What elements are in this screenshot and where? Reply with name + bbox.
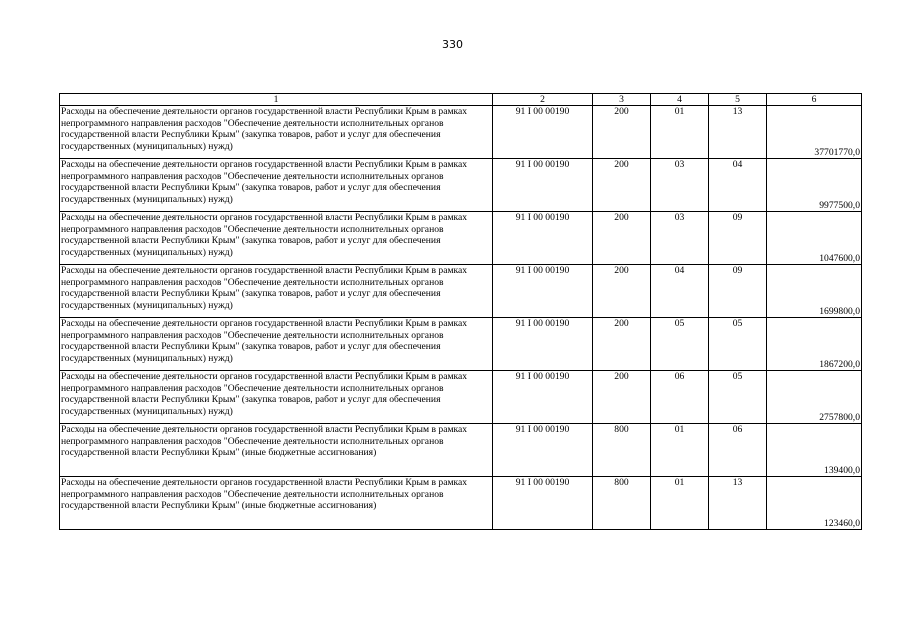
section-code: 06 bbox=[651, 371, 709, 424]
amount: 1699800,0 bbox=[767, 265, 862, 318]
expense-description: Расходы на обеспечение деятельности органов государственной власти Республики Крым в рамках непрограммного направления расходов "Обеспечение деятельности исполнительных органов государственной власти Республики Крым" (иные бюджетные ассигнования) bbox=[60, 477, 493, 530]
column-header: 4 bbox=[651, 94, 709, 106]
column-header: 1 bbox=[60, 94, 493, 106]
expense-description: Расходы на обеспечение деятельности органов государственной власти Республики Крым в рамках непрограммного направления расходов "Обеспечение деятельности исполнительных органов государственной власти Республики Крым" (закупка товаров, работ и услуг для обеспечения государственных (муниципальных) нужд) bbox=[60, 106, 493, 159]
amount: 37701770,0 bbox=[767, 106, 862, 159]
subsection-code: 13 bbox=[709, 477, 767, 530]
column-header: 2 bbox=[493, 94, 593, 106]
expense-type-code: 200 bbox=[593, 265, 651, 318]
expense-description: Расходы на обеспечение деятельности органов государственной власти Республики Крым в рамках непрограммного направления расходов "Обеспечение деятельности исполнительных органов государственной власти Республики Крым" (закупка товаров, работ и услуг для обеспечения государственных (муниципальных) нужд) bbox=[60, 159, 493, 212]
table-row bbox=[60, 318, 862, 371]
expense-description: Расходы на обеспечение деятельности органов государственной власти Республики Крым в рамках непрограммного направления расходов "Обеспечение деятельности исполнительных органов государственной власти Республики Крым" (закупка товаров, работ и услуг для обеспечения государственных (муниципальных) нужд) bbox=[60, 265, 493, 318]
expense-type-code: 800 bbox=[593, 477, 651, 530]
column-header: 5 bbox=[709, 94, 767, 106]
expense-type-code: 200 bbox=[593, 371, 651, 424]
target-article-code: 91 I 00 00190 bbox=[493, 477, 593, 530]
table-row bbox=[60, 106, 862, 159]
amount: 2757800,0 bbox=[767, 371, 862, 424]
target-article-code: 91 I 00 00190 bbox=[493, 371, 593, 424]
expense-description: Расходы на обеспечение деятельности органов государственной власти Республики Крым в рамках непрограммного направления расходов "Обеспечение деятельности исполнительных органов государственной власти Республики Крым" (иные бюджетные ассигнования) bbox=[60, 424, 493, 477]
expense-description: Расходы на обеспечение деятельности органов государственной власти Республики Крым в рамках непрограммного направления расходов "Обеспечение деятельности исполнительных органов государственной власти Республики Крым" (закупка товаров, работ и услуг для обеспечения государственных (муниципальных) нужд) bbox=[60, 318, 493, 371]
table-row bbox=[60, 371, 862, 424]
expense-type-code: 800 bbox=[593, 424, 651, 477]
expense-type-code: 200 bbox=[593, 212, 651, 265]
expense-description: Расходы на обеспечение деятельности органов государственной власти Республики Крым в рамках непрограммного направления расходов "Обеспечение деятельности исполнительных органов государственной власти Республики Крым" (закупка товаров, работ и услуг для обеспечения государственных (муниципальных) нужд) bbox=[60, 371, 493, 424]
section-code: 03 bbox=[651, 212, 709, 265]
target-article-code: 91 I 00 00190 bbox=[493, 159, 593, 212]
section-code: 03 bbox=[651, 159, 709, 212]
table-row bbox=[60, 212, 862, 265]
subsection-code: 05 bbox=[709, 318, 767, 371]
subsection-code: 06 bbox=[709, 424, 767, 477]
target-article-code: 91 I 00 00190 bbox=[493, 106, 593, 159]
amount: 139400,0 bbox=[767, 424, 862, 477]
section-code: 01 bbox=[651, 106, 709, 159]
section-code: 04 bbox=[651, 265, 709, 318]
expense-type-code: 200 bbox=[593, 159, 651, 212]
subsection-code: 09 bbox=[709, 212, 767, 265]
subsection-code: 13 bbox=[709, 106, 767, 159]
section-code: 01 bbox=[651, 477, 709, 530]
subsection-code: 04 bbox=[709, 159, 767, 212]
column-header: 6 bbox=[767, 94, 862, 106]
page-number: 330 bbox=[442, 38, 463, 51]
amount: 1867200,0 bbox=[767, 318, 862, 371]
expense-type-code: 200 bbox=[593, 318, 651, 371]
subsection-code: 05 bbox=[709, 371, 767, 424]
target-article-code: 91 I 00 00190 bbox=[493, 424, 593, 477]
expense-type-code: 200 bbox=[593, 106, 651, 159]
amount: 123460,0 bbox=[767, 477, 862, 530]
section-code: 01 bbox=[651, 424, 709, 477]
budget-table bbox=[59, 93, 862, 530]
amount: 9977500,0 bbox=[767, 159, 862, 212]
subsection-code: 09 bbox=[709, 265, 767, 318]
table-row bbox=[60, 424, 862, 477]
table-row bbox=[60, 159, 862, 212]
target-article-code: 91 I 00 00190 bbox=[493, 318, 593, 371]
target-article-code: 91 I 00 00190 bbox=[493, 212, 593, 265]
table-header-row bbox=[60, 94, 862, 106]
amount: 1047600,0 bbox=[767, 212, 862, 265]
target-article-code: 91 I 00 00190 bbox=[493, 265, 593, 318]
expense-description: Расходы на обеспечение деятельности органов государственной власти Республики Крым в рамках непрограммного направления расходов "Обеспечение деятельности исполнительных органов государственной власти Республики Крым" (закупка товаров, работ и услуг для обеспечения государственных (муниципальных) нужд) bbox=[60, 212, 493, 265]
table-row bbox=[60, 265, 862, 318]
section-code: 05 bbox=[651, 318, 709, 371]
table-row bbox=[60, 477, 862, 530]
column-header: 3 bbox=[593, 94, 651, 106]
